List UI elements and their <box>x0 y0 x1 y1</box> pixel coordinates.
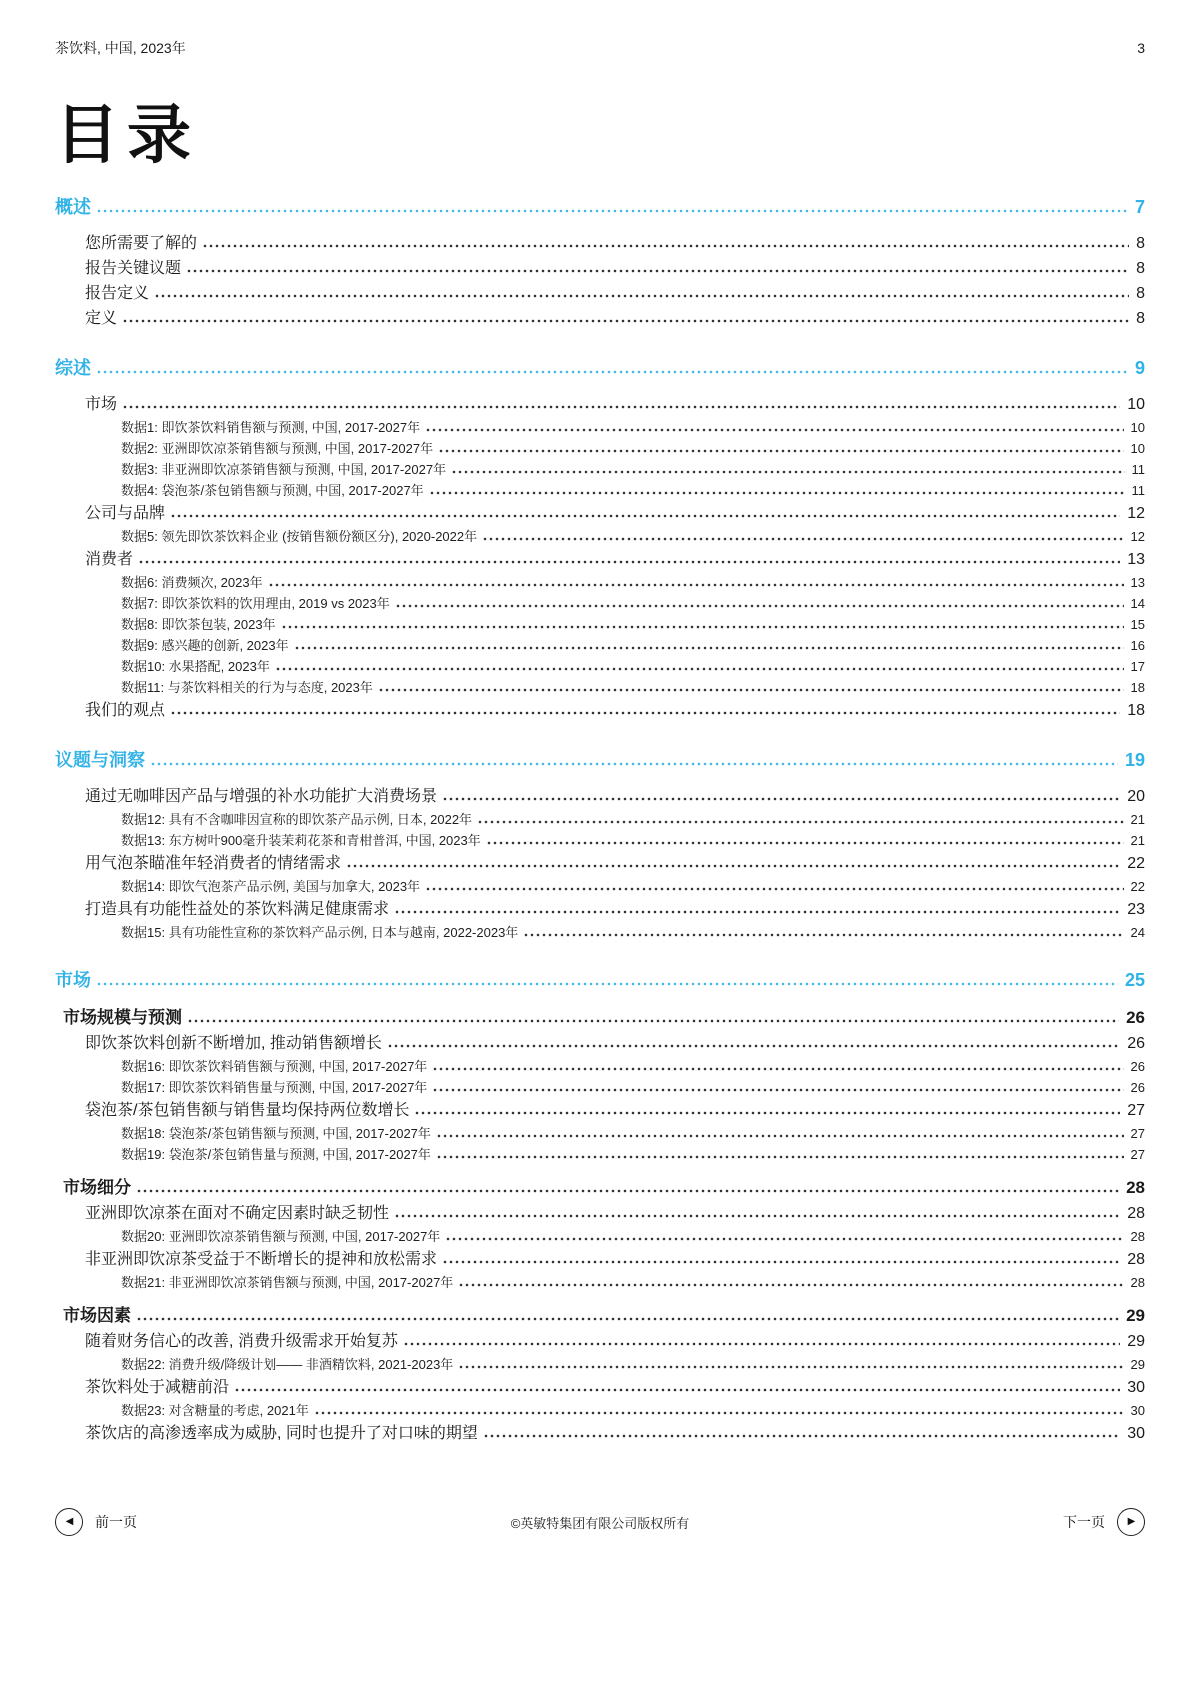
toc-entry-label: 综述 <box>55 358 91 379</box>
toc-entry[interactable] <box>55 307 1145 331</box>
toc-entry-label: 非亚洲即饮凉茶受益于不断增长的提神和放松需求 <box>85 1251 438 1269</box>
toc-entry[interactable] <box>55 438 1145 459</box>
toc-entry[interactable] <box>55 699 1145 723</box>
toc-entry-label: 数据23: 对含糖量的考虑, 2021年 <box>121 1403 309 1419</box>
toc-entry-page: 26 <box>1126 1008 1145 1028</box>
toc-leader-dots <box>387 1044 1120 1048</box>
toc-entry[interactable] <box>55 1056 1145 1077</box>
page-number: 3 <box>1137 40 1145 56</box>
toc-leader-dots <box>122 405 1120 409</box>
toc-entry[interactable] <box>55 898 1145 922</box>
arrow-left-icon <box>55 1508 83 1536</box>
toc-entry-label: 数据15: 具有功能性宣称的茶饮料产品示例, 日本与越南, 2022-2023年 <box>121 925 519 941</box>
toc-entry[interactable] <box>55 614 1145 635</box>
toc-leader-dots <box>394 910 1120 914</box>
toc-leader-dots <box>96 370 1128 374</box>
toc-entry-label: 数据1: 即饮茶饮料销售额与预测, 中国, 2017-2027年 <box>121 420 421 436</box>
toc-entry-page: 11 <box>1131 483 1145 499</box>
toc-entry[interactable] <box>55 809 1145 830</box>
toc-entry-label: 数据16: 即饮茶饮料销售额与预测, 中国, 2017-2027年 <box>121 1059 428 1075</box>
toc-entry-label: 数据12: 具有不含咖啡因宣称的即饮茶产品示例, 日本, 2022年 <box>121 812 473 828</box>
toc-entry-page: 8 <box>1136 310 1145 328</box>
toc-entry-page: 28 <box>1127 1205 1145 1223</box>
next-page-label: 下一页 <box>1063 1514 1105 1530</box>
toc-entry-page: 11 <box>1131 462 1145 478</box>
toc-entry-page: 8 <box>1136 260 1145 278</box>
toc-entry[interactable] <box>55 785 1145 809</box>
toc-leader-dots <box>445 1237 1123 1241</box>
toc-entry[interactable] <box>55 677 1145 698</box>
document-footer <box>55 1505 1145 1539</box>
toc-leader-dots <box>438 449 1123 453</box>
toc-entry-page: 22 <box>1130 879 1145 895</box>
toc-entry-label: 市场规模与预测 <box>63 1008 182 1028</box>
toc-entry[interactable] <box>55 830 1145 851</box>
toc-entry[interactable] <box>55 1272 1145 1293</box>
toc-leader-dots <box>432 1067 1123 1071</box>
toc-entry-page: 12 <box>1127 505 1145 523</box>
toc-entry-label: 数据11: 与茶饮料相关的行为与态度, 2023年 <box>121 680 373 696</box>
arrow-right-icon <box>1117 1508 1145 1536</box>
toc-entry-page: 19 <box>1124 750 1145 771</box>
toc-leader-dots <box>458 1283 1123 1287</box>
toc-entry[interactable] <box>55 1422 1145 1446</box>
toc-entry[interactable] <box>55 393 1145 417</box>
toc-entry-label: 数据5: 领先即饮茶饮料企业 (按销售额份额区分), 2020-2022年 <box>121 529 478 545</box>
toc-entry-label: 消费者 <box>85 551 134 569</box>
toc-entry-label: 数据8: 即饮茶包装, 2023年 <box>121 617 276 633</box>
toc-entry[interactable] <box>55 526 1145 547</box>
toc-entry-label: 即饮茶饮料创新不断增加, 推动销售额增长 <box>85 1035 382 1053</box>
toc-entry-label: 数据4: 袋泡茶/茶包销售额与预测, 中国, 2017-2027年 <box>121 483 424 499</box>
toc-entry-label: 亚洲即饮凉茶在面对不确定因素时缺乏韧性 <box>85 1205 390 1223</box>
toc-entry-page: 29 <box>1130 1357 1145 1373</box>
toc-entry[interactable] <box>55 1099 1145 1123</box>
toc-entry[interactable] <box>55 656 1145 677</box>
toc-leader-dots <box>414 1111 1120 1115</box>
toc-entry-page: 8 <box>1136 285 1145 303</box>
toc-entry-label: 用气泡茶瞄准年轻消费者的情绪需求 <box>85 855 342 873</box>
toc-entry-page: 13 <box>1130 575 1145 591</box>
toc-entry-label: 报告关键议题 <box>85 260 182 278</box>
toc-entry-label: 市场因素 <box>63 1306 131 1326</box>
toc-leader-dots <box>486 841 1124 845</box>
toc-leader-dots <box>314 1411 1124 1415</box>
toc-leader-dots <box>170 711 1120 715</box>
toc-entry-page: 30 <box>1130 1403 1145 1419</box>
toc-leader-dots <box>154 294 1129 298</box>
toc-title: 目录 <box>55 99 199 171</box>
toc-entry[interactable] <box>55 1202 1145 1226</box>
toc-entry[interactable] <box>55 1144 1145 1165</box>
toc-entry[interactable] <box>55 1226 1145 1247</box>
toc-entry-label: 数据13: 东方树叶900毫升装茉莉花茶和青柑普洱, 中国, 2023年 <box>121 833 481 849</box>
toc-entry-page: 27 <box>1130 1126 1145 1142</box>
toc-leader-dots <box>429 491 1125 495</box>
toc-entry-page: 25 <box>1124 970 1145 991</box>
toc-entry-label: 数据2: 亚洲即饮凉茶销售额与预测, 中国, 2017-2027年 <box>121 441 434 457</box>
toc-entry-page: 26 <box>1127 1035 1145 1053</box>
toc-entry-label: 数据14: 即饮气泡茶产品示例, 美国与加拿大, 2023年 <box>121 879 421 895</box>
report-breadcrumb: 茶饮料, 中国, 2023年 <box>55 40 186 56</box>
next-page-button[interactable] <box>1063 1508 1145 1536</box>
toc-entry-label: 通过无咖啡因产品与增强的补水功能扩大消费场景 <box>85 788 438 806</box>
toc-entry[interactable] <box>55 967 1145 993</box>
toc-entry-page: 16 <box>1130 638 1145 654</box>
toc-entry[interactable] <box>55 480 1145 501</box>
toc-leader-dots <box>482 537 1123 541</box>
toc-leader-dots <box>268 583 1124 587</box>
toc-entry-page: 26 <box>1130 1059 1145 1075</box>
toc-entry-label: 数据18: 袋泡茶/茶包销售额与预测, 中国, 2017-2027年 <box>121 1126 431 1142</box>
toc-leader-dots <box>150 762 1118 766</box>
toc-entry-label: 数据9: 感兴趣的创新, 2023年 <box>121 638 289 654</box>
toc-entry-page: 28 <box>1130 1229 1145 1245</box>
toc-leader-dots <box>138 560 1120 564</box>
arrow-right-glyph: ▶ <box>1127 1516 1136 1527</box>
toc-entry-page: 13 <box>1127 551 1145 569</box>
toc-entry[interactable] <box>55 852 1145 876</box>
toc-entry[interactable] <box>55 922 1145 943</box>
document-header <box>55 0 1145 58</box>
toc-entry-label: 市场 <box>55 970 91 991</box>
toc-leader-dots <box>202 244 1129 248</box>
toc-entry-label: 茶饮店的高渗透率成为威胁, 同时也提升了对口味的期望 <box>85 1425 478 1443</box>
toc-entry-page: 10 <box>1127 396 1145 414</box>
toc-leader-dots <box>477 820 1123 824</box>
toc-entry[interactable] <box>55 1175 1145 1201</box>
toc-entry-page: 30 <box>1127 1425 1145 1443</box>
toc-entry-page: 22 <box>1127 855 1145 873</box>
toc-entry-page: 7 <box>1134 197 1145 218</box>
toc-entry-label: 您所需要了解的 <box>85 235 198 253</box>
toc-entry[interactable] <box>55 257 1145 281</box>
toc-leader-dots <box>294 646 1124 650</box>
toc-entry-label: 数据3: 非亚洲即饮凉茶销售额与预测, 中国, 2017-2027年 <box>121 462 447 478</box>
toc-entry-page: 29 <box>1126 1306 1145 1326</box>
toc-leader-dots <box>451 470 1124 474</box>
toc-entry-label: 数据17: 即饮茶饮料销售量与预测, 中国, 2017-2027年 <box>121 1080 428 1096</box>
toc-entry[interactable] <box>55 232 1145 256</box>
toc-leader-dots <box>136 1189 1119 1193</box>
toc-leader-dots <box>483 1434 1120 1438</box>
toc-entry-page: 28 <box>1126 1178 1145 1198</box>
toc-leader-dots <box>378 688 1124 692</box>
toc-leader-dots <box>403 1342 1120 1346</box>
toc-leader-dots <box>234 1388 1120 1392</box>
toc-entry-label: 茶饮料处于减糖前沿 <box>85 1379 230 1397</box>
toc-entry[interactable] <box>55 282 1145 306</box>
toc-entry-page: 14 <box>1130 596 1145 612</box>
toc-entry-label: 随着财务信心的改善, 消费升级需求开始复苏 <box>85 1333 398 1351</box>
toc-entry-page: 28 <box>1130 1275 1145 1291</box>
toc-leader-dots <box>96 209 1128 213</box>
toc-entry-page: 10 <box>1130 441 1145 457</box>
toc-entry-label: 数据20: 亚洲即饮凉茶销售额与预测, 中国, 2017-2027年 <box>121 1229 441 1245</box>
toc-leader-dots <box>436 1134 1124 1138</box>
toc-entry-label: 市场细分 <box>63 1178 131 1198</box>
toc-entry[interactable] <box>55 876 1145 897</box>
toc-entry-label: 公司与品牌 <box>85 505 166 523</box>
toc-entry-page: 20 <box>1127 788 1145 806</box>
toc-entry[interactable] <box>55 572 1145 593</box>
toc-entry-label: 数据22: 消费升级/降级计划—— 非酒精饮料, 2021-2023年 <box>121 1357 454 1373</box>
toc-entry-page: 17 <box>1130 659 1145 675</box>
toc-entry[interactable] <box>55 502 1145 526</box>
toc-leader-dots <box>523 933 1123 937</box>
toc-entry-label: 数据6: 消费频次, 2023年 <box>121 575 263 591</box>
toc-entry[interactable] <box>55 1032 1145 1056</box>
toc-leader-dots <box>436 1155 1124 1159</box>
toc-leader-dots <box>122 319 1129 323</box>
toc-entry-page: 15 <box>1130 617 1145 633</box>
toc-leader-dots <box>186 269 1129 273</box>
toc-leader-dots <box>395 604 1124 608</box>
toc-leader-dots <box>432 1088 1123 1092</box>
toc-entry-page: 30 <box>1127 1379 1145 1397</box>
toc-entry-label: 数据19: 袋泡茶/茶包销售量与预测, 中国, 2017-2027年 <box>121 1147 431 1163</box>
toc-entry[interactable] <box>55 194 1145 220</box>
toc-entry[interactable] <box>55 1354 1145 1375</box>
toc-entry[interactable] <box>55 355 1145 381</box>
toc-entry-page: 28 <box>1127 1251 1145 1269</box>
toc-entry-page: 8 <box>1136 235 1145 253</box>
toc-entry[interactable] <box>55 1123 1145 1144</box>
toc-entry[interactable] <box>55 1376 1145 1400</box>
toc-entry-label: 我们的观点 <box>85 702 166 720</box>
toc-entry-page: 27 <box>1130 1147 1145 1163</box>
toc-entry[interactable] <box>55 635 1145 656</box>
toc-entry-page: 21 <box>1130 833 1145 849</box>
toc-entry-label: 概述 <box>55 197 91 218</box>
toc-entry-label: 数据7: 即饮茶饮料的饮用理由, 2019 vs 2023年 <box>121 596 390 612</box>
toc-entry-label: 数据10: 水果搭配, 2023年 <box>121 659 270 675</box>
toc-entry[interactable] <box>55 1303 1145 1329</box>
toc-list <box>55 194 1145 1446</box>
toc-leader-dots <box>281 625 1124 629</box>
toc-entry-page: 21 <box>1130 812 1145 828</box>
toc-entry[interactable] <box>55 459 1145 480</box>
toc-entry[interactable] <box>55 1330 1145 1354</box>
toc-leader-dots <box>346 864 1120 868</box>
toc-entry-page: 26 <box>1130 1080 1145 1096</box>
toc-entry-page: 29 <box>1127 1333 1145 1351</box>
toc-entry[interactable] <box>55 417 1145 438</box>
toc-entry-label: 议题与洞察 <box>55 750 145 771</box>
toc-leader-dots <box>275 667 1124 671</box>
toc-leader-dots <box>442 1260 1120 1264</box>
toc-leader-dots <box>187 1019 1119 1023</box>
toc-entry-label: 报告定义 <box>85 285 150 303</box>
toc-entry[interactable] <box>55 548 1145 572</box>
toc-leader-dots <box>136 1317 1119 1321</box>
toc-entry-page: 12 <box>1130 529 1145 545</box>
toc-entry-label: 市场 <box>85 396 118 414</box>
toc-leader-dots <box>442 797 1120 801</box>
toc-entry[interactable] <box>55 593 1145 614</box>
prev-page-button[interactable] <box>55 1508 137 1536</box>
toc-entry[interactable] <box>55 1077 1145 1098</box>
toc-leader-dots <box>425 887 1123 891</box>
toc-entry-page: 24 <box>1130 925 1145 941</box>
toc-entry-page: 18 <box>1130 680 1145 696</box>
toc-leader-dots <box>425 428 1123 432</box>
toc-entry-label: 袋泡茶/茶包销售额与销售量均保持两位数增长 <box>85 1102 410 1120</box>
toc-entry[interactable] <box>55 1400 1145 1421</box>
toc-leader-dots <box>458 1365 1123 1369</box>
toc-entry-page: 18 <box>1127 702 1145 720</box>
toc-leader-dots <box>96 982 1118 986</box>
toc-entry[interactable] <box>55 747 1145 773</box>
prev-page-label: 前一页 <box>95 1514 137 1530</box>
arrow-left-glyph: ◀ <box>65 1516 74 1527</box>
toc-entry-page: 23 <box>1127 901 1145 919</box>
toc-entry-label: 数据21: 非亚洲即饮凉茶销售额与预测, 中国, 2017-2027年 <box>121 1275 454 1291</box>
toc-entry-page: 9 <box>1134 358 1145 379</box>
toc-entry-page: 10 <box>1130 420 1145 436</box>
toc-leader-dots <box>170 514 1120 518</box>
toc-entry[interactable] <box>55 1248 1145 1272</box>
toc-entry-label: 定义 <box>85 310 118 328</box>
toc-leader-dots <box>394 1214 1120 1218</box>
toc-entry[interactable] <box>55 1005 1145 1031</box>
toc-entry-page: 27 <box>1127 1102 1145 1120</box>
copyright-text: ©英敏特集团有限公司版权所有 <box>510 1515 690 1531</box>
toc-entry-label: 打造具有功能性益处的茶饮料满足健康需求 <box>85 901 390 919</box>
